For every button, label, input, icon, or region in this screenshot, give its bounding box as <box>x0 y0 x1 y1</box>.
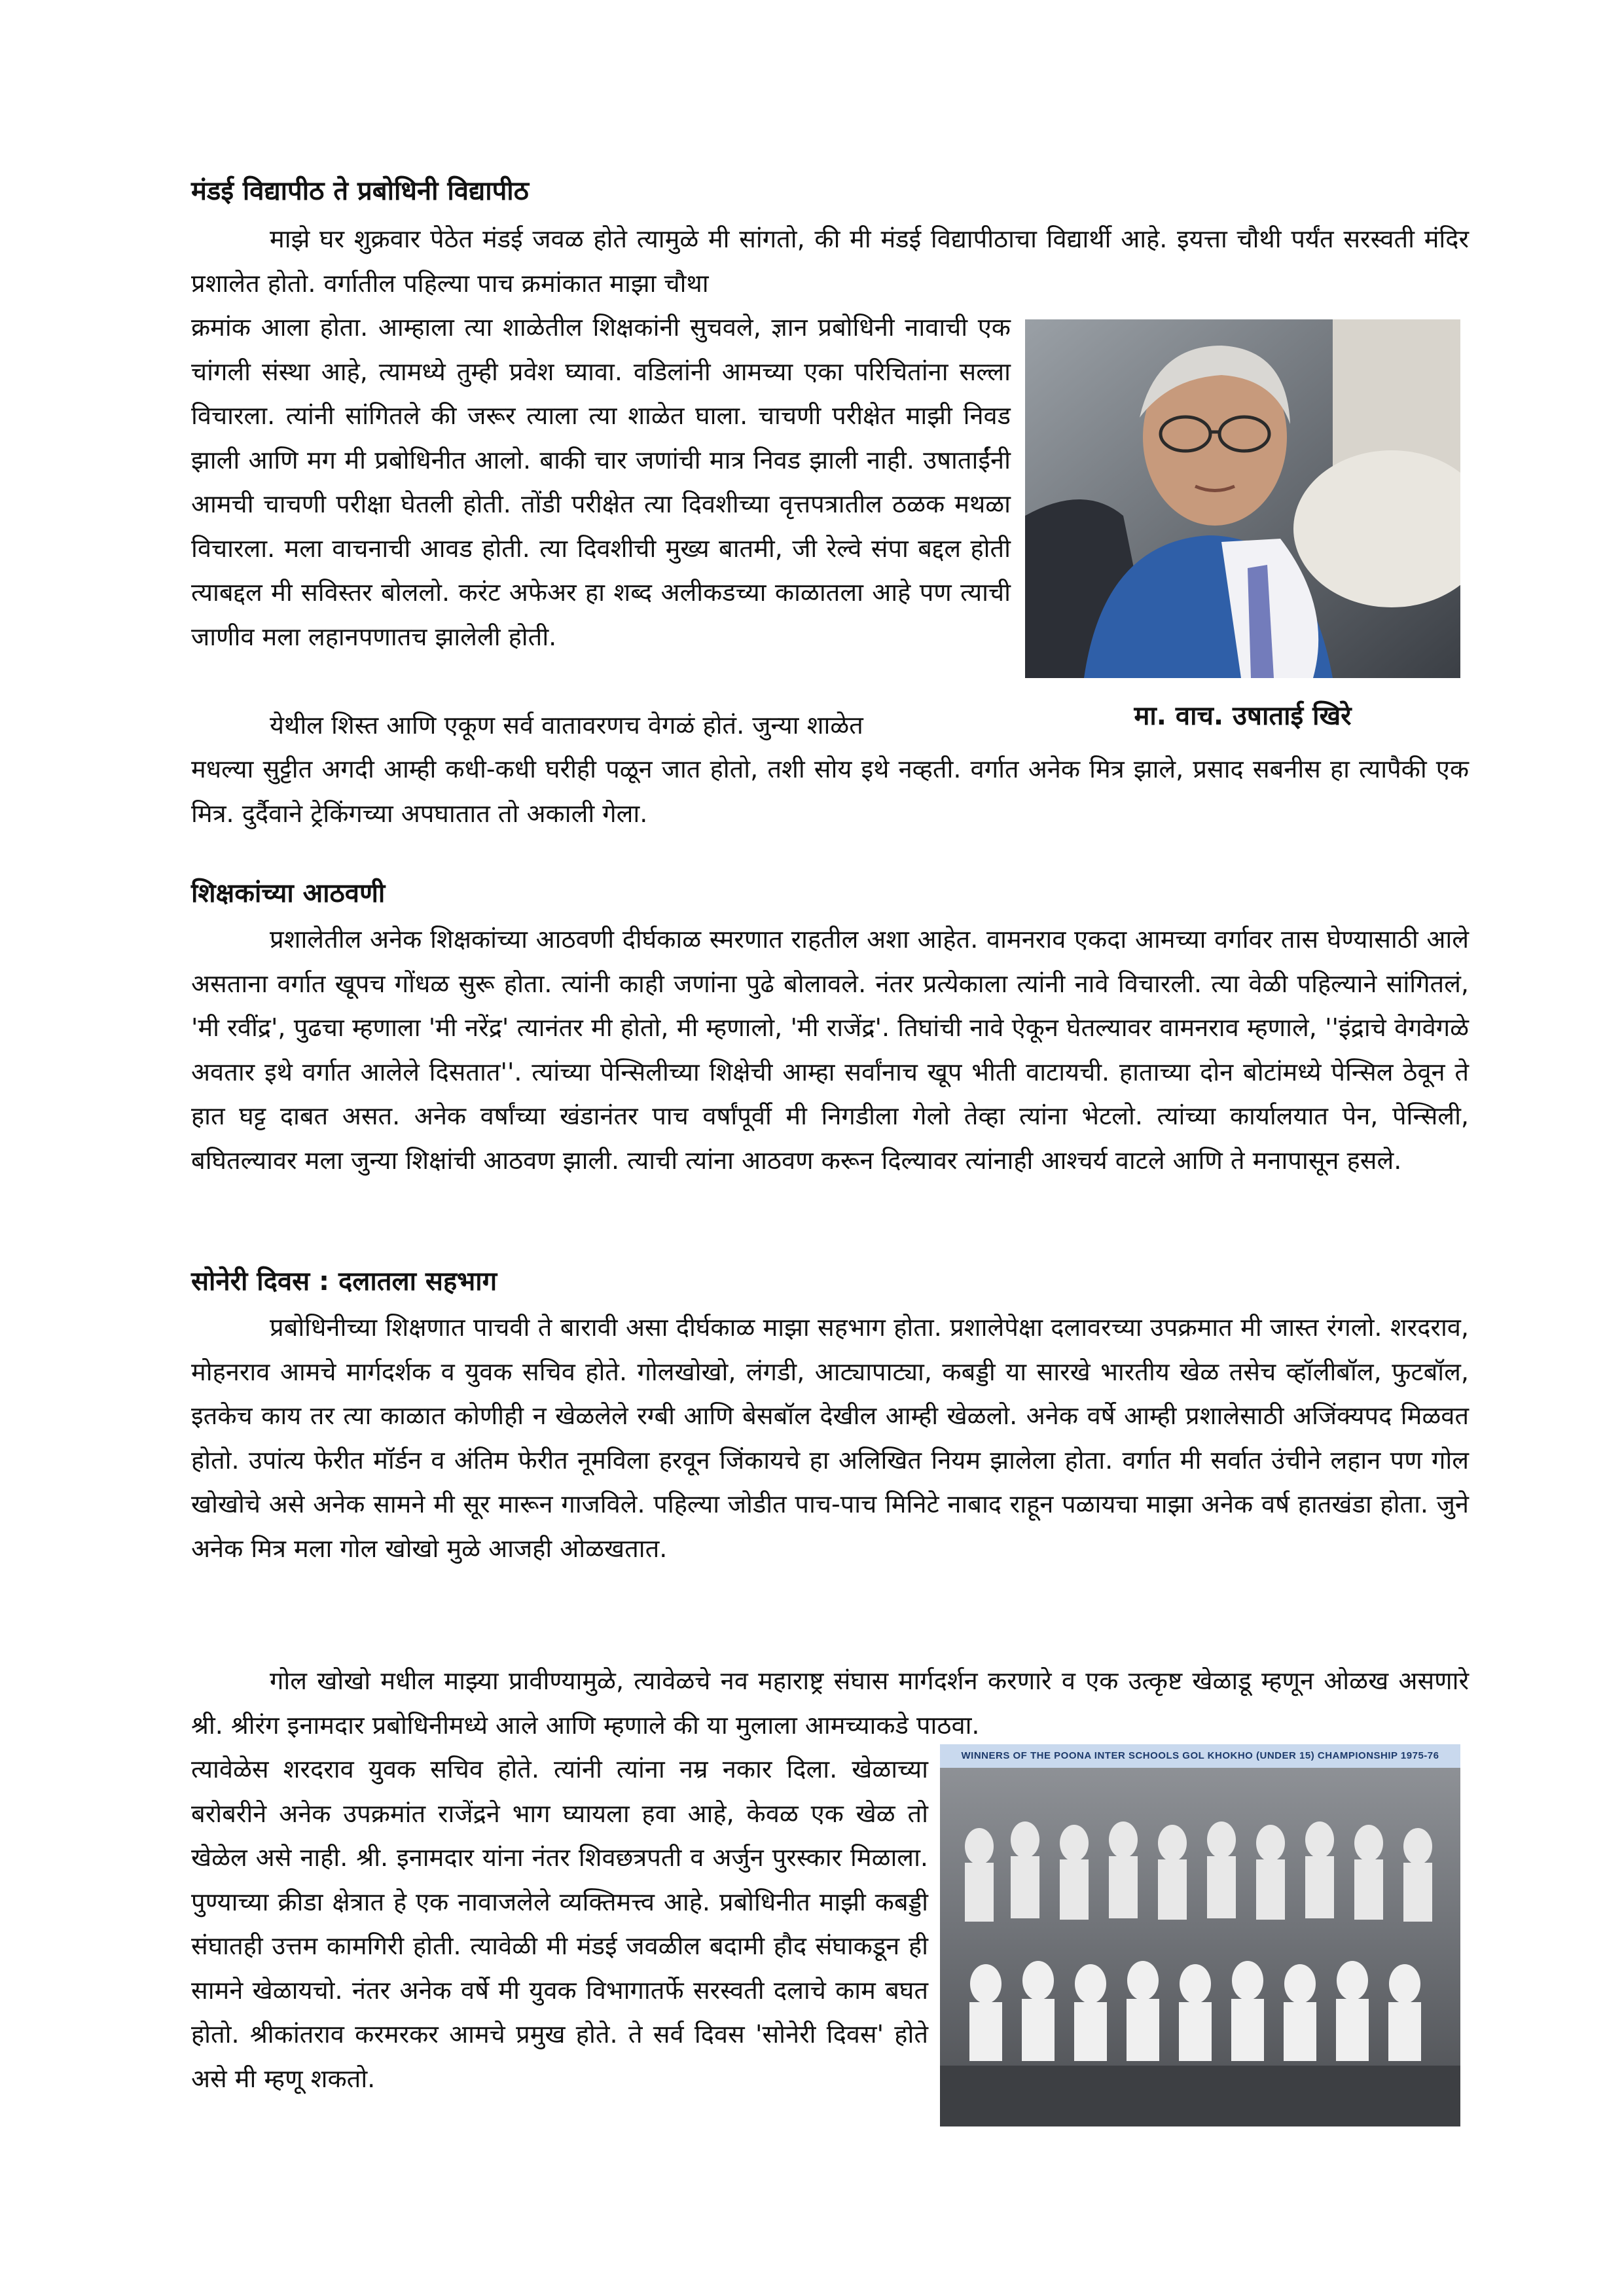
paragraph-wrap-team: त्यावेळेस शरदराव युवक सचिव होते. त्यांनी त्यांना नम्र नकार दिला. खेळाच्या बरोबरीने अनेक उपक्रमांत राजेंद्रने भाग घ्यायला हवा आहे, केवळ एक खेळ तो खेळेल असे नाही. श्री. इनामदार यांना नंतर शिवछत्रपती व अर्जुन पुरस्कार मिळाला. पुण्याच्या क्रीडा क्षेत्रात हे एक नावाजलेले व्यक्तिमत्त्व आहे. प्रबोधिनीत माझी कबड्डी संघातही उत्तम कामगिरी होती. त्यावेळी मी मंडई जवळील बदामी हौद संघाकडून ही सामने खेळायचो. नंतर अनेक वर्षे मी युवक विभागातर्फे सरस्वती दलाचे काम बघत होतो. श्रीकांतराव करमरकर आमचे प्रमुख होते. ते सर्व दिवस 'सोनेरी दिवस' होते असे मी म्हणू शकतो. <box>191 1755 928 2093</box>
portrait-photo-graphic <box>1025 319 1460 678</box>
team-photo-gol-khokho <box>940 1744 1460 2126</box>
paragraph-dal <box>191 1306 1469 1571</box>
section-heading-golden-days: सोनेरी दिवस : दलातला सहभाग <box>191 1266 497 1297</box>
section-heading-teachers: शिक्षकांच्या आठवणी <box>191 878 386 908</box>
team-photo-graphic <box>940 1768 1460 2126</box>
paragraph-teachers <box>191 918 1469 1183</box>
portrait-caption: मा. वाच. उषाताई खिरे <box>1134 701 1352 731</box>
paragraph-teachers-text: प्रशालेतील अनेक शिक्षकांच्या आठवणी दीर्घकाळ स्मरणात राहतील अशा आहेत. वामनराव एकदा आमच्या वर्गावर तास घेण्यासाठी आले असताना वर्गात खूपच गोंधळ सुरू होता. त्यांनी काही जणांना पुढे बोलावले. नंतर प्रत्येकाला त्यांनी नावे विचारली. त्या वेळी पहिल्याने सांगितलं, 'मी रवींद्र', पुढचा म्हणाला 'मी नरेंद्र' त्यानंतर मी होतो, मी म्हणालो, 'मी राजेंद्र'. तिघांची नावे ऐकून घेतल्यावर वामनराव म्हणाले, ''इंद्राचे वेगवेगळे अवतार इथे वर्गात आलेले दिसतात''. त्यांच्या पेन्सिलीच्या शिक्षेची आम्हा सर्वांनाच खूप भीती वाटायची. हाताच्या दोन बोटांमध्ये पेन्सिल ठेवून ते हात घट्ट दाबत असत. अनेक वर्षांच्या खंडानंतर पाच वर्षांपूर्वी मी निगडीला गेलो तेव्हा त्यांना भेटलो. त्यांच्या कार्यालयात पेन, पेन्सिली, बघितल्यावर मला जुन्या शिक्षांची आठवण झाली. त्याची त्यांना आठवण करून दिल्यावर त्यांनाही आश्चर्य वाटले आणि ते मनापासून हसले. <box>191 925 1469 1175</box>
portrait-photo-ushatai-khire <box>1025 319 1460 678</box>
paragraph-friends: मधल्या सुट्टीत अगदी आम्ही कधी-कधी घरीही पळून जात होतो, तशी सोय इथे नव्हती. वर्गात अनेक मित्र झाले, प्रसाद सबनीस हा त्यापैकी एक मित्र. दुर्दैवाने ट्रेकिंगच्या अपघातात तो अकाली गेला. <box>191 755 1469 828</box>
paragraph-dal-text: प्रबोधिनीच्या शिक्षणात पाचवी ते बारावी असा दीर्घकाळ माझा सहभाग होता. प्रशालेपेक्षा दलावरच्या उपक्रमात मी जास्त रंगलो. शरदराव, मोहनराव आमचे मार्गदर्शक व युवक सचिव होते. गोलखोखो, लंगडी, आट्यापाट्या, कबड्डी या सारखे भारतीय खेळ तसेच व्हॉलीबॉल, फुटबॉल, इतकेच काय तर त्या काळात कोणीही न खेळलेले रग्बी आणि बेसबॉल देखील आम्ही खेळलो. अनेक वर्षे आम्ही प्रशालेसाठी अजिंक्यपद मिळवत होतो. उपांत्य फेरीत मॉर्डन व अंतिम फेरीत नूमविला हरवून जिंकायचे हा अलिखित नियम झालेला होता. वर्गात मी सर्वात उंचीने लहान पण गोल खोखोचे असे अनेक सामने मी सूर मारून गाजविले. पहिल्या जोडीत पाच-पाच मिनिटे नाबाद राहून पळायचा माझा अनेक वर्ष हातखंडा होता. जुने अनेक मित्र मला गोल खोखो मुळे आजही ओळखतात. <box>191 1313 1470 1563</box>
paragraph-discipline <box>191 704 1036 748</box>
paragraph-inamdar-text: गोल खोखो मधील माझ्या प्रावीण्यामुळे, त्यावेळचे नव महाराष्ट्र संघास मार्गदर्शन करणारे व एक उत्कृष्ट खेळाडू म्हणून ओळख असणारे श्री. श्रीरंग इनामदार प्रबोधिनीमध्ये आले आणि म्हणाले की या मुलाला आमच्याकडे पाठवा. <box>191 1666 1469 1740</box>
paragraph-intro <box>191 217 1469 306</box>
section-heading-mandai: मंडई विद्यापीठ ते प्रबोधिनी विद्यापीठ <box>191 176 529 206</box>
paragraph-inamdar <box>191 1659 1469 1748</box>
paragraph-intro-text: माझे घर शुक्रवार पेठेत मंडई जवळ होते त्यामुळे मी सांगतो, की मी मंडई विद्यापीठाचा विद्यार्थी आहे. इयत्ता चौथी पर्यंत सरस्वती मंदिर प्रशालेत होतो. वर्गातील पहिल्या पाच क्रमांकात माझा चौथा <box>191 224 1469 298</box>
team-photo-banner: WINNERS OF THE POONA INTER SCHOOLS GOL KHOKHO (UNDER 15) CHAMPIONSHIP 1975-76 <box>940 1744 1460 1768</box>
paragraph-wrap-left: क्रमांक आला होता. आम्हाला त्या शाळेतील शिक्षकांनी सुचवले, ज्ञान प्रबोधिनी नावाची एक चांगली संस्था आहे, त्यामध्ये तुम्ही प्रवेश घ्यावा. वडिलांनी आमच्या एका परिचितांना सल्ला विचारला. त्यांनी सांगितले की जरूर त्याला त्या शाळेत घाला. चाचणी परीक्षेत माझी निवड झाली आणि मग मी प्रबोधिनीत आलो. बाकी चार जणांची मात्र निवड झाली नाही. उषाताईंनी आमची चाचणी परीक्षा घेतली होती. तोंडी परीक्षेत त्या दिवशीच्या वृत्तपत्रातील ठळक मथळा विचारला. मला वाचनाची आवड होती. त्या दिवशीची मुख्य बातमी, जी रेल्वे संपा बद्दल होती त्याबद्दल मी सविस्तर बोललो. करंट अफेअर हा शब्द अलीकडच्या काळातला आहे पण त्याची जाणीव मला लहानपणातच झालेली होती. <box>191 313 1011 651</box>
paragraph-discipline-text: येथील शिस्त आणि एकूण सर्व वातावरणच वेगळं होतं. जुन्या शाळेत <box>270 711 863 740</box>
